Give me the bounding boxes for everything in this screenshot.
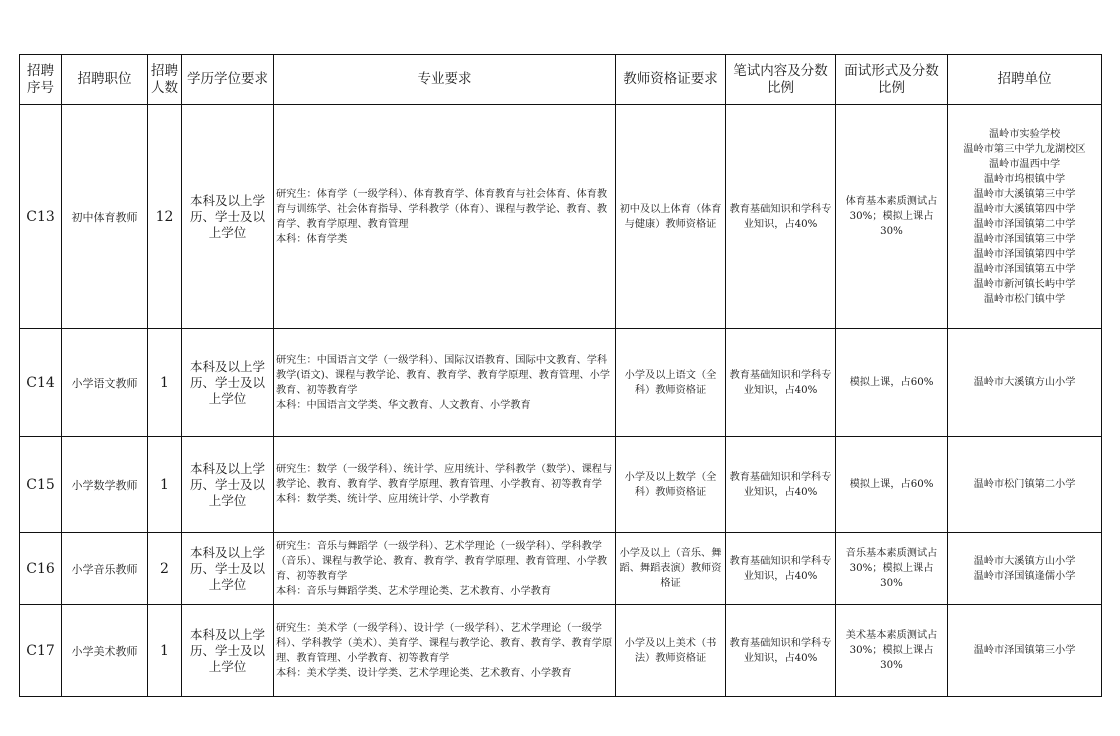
cell-written-exam: 教育基础知识和学科专业知识，占40% xyxy=(726,533,836,605)
unit-name: 温岭市泽国镇逢儒小学 xyxy=(973,570,1076,582)
major-line: 本科：美术学类、设计学类、艺术学理论类、艺术教育、小学教育 xyxy=(276,667,572,679)
major-line: 本科：体育学类 xyxy=(276,233,348,245)
unit-name: 温岭市大溪镇第四中学 xyxy=(973,203,1076,215)
table-header-row xyxy=(20,55,1102,105)
table-body xyxy=(20,105,1102,697)
header-interview: 面试形式及分数比例 xyxy=(836,55,948,105)
cell-interview: 体育基本素质测试占30%；模拟上课占30% xyxy=(836,105,948,329)
cell-education: 本科及以上学历、学士及以上学位 xyxy=(182,329,274,437)
unit-name: 温岭市大溪镇方山小学 xyxy=(973,377,1076,388)
header-major: 专业要求 xyxy=(274,55,616,105)
table-row xyxy=(20,533,1102,605)
cell-position: 小学美术教师 xyxy=(62,605,148,697)
unit-name: 温岭市大溪镇方山小学 xyxy=(973,555,1076,567)
cell-units xyxy=(948,329,1102,437)
cell-major xyxy=(274,605,616,697)
cell-units xyxy=(948,605,1102,697)
unit-name: 温岭市松门镇中学 xyxy=(983,293,1066,305)
cell-position: 小学数学教师 xyxy=(62,437,148,533)
unit-name: 温岭市松门镇第二小学 xyxy=(973,479,1076,490)
unit-name: 温岭市大溪镇第三中学 xyxy=(973,188,1076,200)
cell-count: 2 xyxy=(148,533,182,605)
table-row xyxy=(20,437,1102,533)
cell-certificate: 小学及以上（音乐、舞蹈、舞蹈表演）教师资格证 xyxy=(616,533,726,605)
unit-name: 温岭市温西中学 xyxy=(988,158,1061,170)
header-certificate: 教师资格证要求 xyxy=(616,55,726,105)
cell-interview: 美术基本素质测试占30%；模拟上课占30% xyxy=(836,605,948,697)
unit-name: 温岭市泽国镇第三小学 xyxy=(973,645,1076,656)
unit-name: 温岭市泽国镇第四中学 xyxy=(973,248,1076,260)
header-seq: 招聘序号 xyxy=(20,55,62,105)
cell-position: 初中体育教师 xyxy=(62,105,148,329)
cell-units xyxy=(948,533,1102,605)
major-line: 本科：中国语言文学类、华文教育、人文教育、小学教育 xyxy=(276,399,531,411)
cell-seq: C13 xyxy=(20,105,62,329)
major-line: 研究生：体育学（一级学科）、体育教育学、体育教育与社会体育、体育教育与训练学、社会体育指导、学科教学（体育）、课程与教学论、教育、教育学、教育学原理、教育管理 xyxy=(276,188,608,230)
cell-position: 小学音乐教师 xyxy=(62,533,148,605)
cell-major xyxy=(274,329,616,437)
table-row xyxy=(20,105,1102,329)
major-line: 研究生：中国语言文学（一级学科）、国际汉语教育、国际中文教育、学科教学(语文)、课程与教学论、教育、教育学、教育学原理、教育管理、小学教育、初等教育学 xyxy=(276,354,610,396)
unit-name: 温岭市实验学校 xyxy=(988,128,1061,140)
header-education: 学历学位要求 xyxy=(182,55,274,105)
major-line: 本科：音乐与舞蹈学类、艺术学理论类、艺术教育、小学教育 xyxy=(276,585,552,597)
cell-units xyxy=(948,437,1102,533)
cell-major xyxy=(274,533,616,605)
cell-interview: 模拟上课，占60% xyxy=(836,437,948,533)
unit-name: 温岭市坞根镇中学 xyxy=(983,173,1066,185)
cell-position: 小学语文教师 xyxy=(62,329,148,437)
cell-interview: 模拟上课，占60% xyxy=(836,329,948,437)
cell-certificate: 小学及以上数学（全科）教师资格证 xyxy=(616,437,726,533)
major-line: 研究生：数学（一级学科）、统计学、应用统计、学科教学（数学）、课程与教学论、教育、教育学、教育学原理、教育管理、小学教育、初等教育学 xyxy=(276,464,613,490)
cell-major xyxy=(274,437,616,533)
cell-certificate: 小学及以上美术（书法）教师资格证 xyxy=(616,605,726,697)
cell-education: 本科及以上学历、学士及以上学位 xyxy=(182,437,274,533)
cell-count: 1 xyxy=(148,605,182,697)
major-line: 本科：数学类、统计学、应用统计学、小学教育 xyxy=(276,494,490,505)
cell-written-exam: 教育基础知识和学科专业知识，占40% xyxy=(726,105,836,329)
cell-seq: C15 xyxy=(20,437,62,533)
header-count: 招聘人数 xyxy=(148,55,182,105)
cell-count: 12 xyxy=(148,105,182,329)
header-written-exam: 笔试内容及分数比例 xyxy=(726,55,836,105)
unit-name: 温岭市泽国镇第二中学 xyxy=(973,218,1076,230)
cell-education: 本科及以上学历、学士及以上学位 xyxy=(182,605,274,697)
header-units: 招聘单位 xyxy=(948,55,1102,105)
cell-certificate: 小学及以上语文（全科）教师资格证 xyxy=(616,329,726,437)
cell-seq: C16 xyxy=(20,533,62,605)
cell-certificate: 初中及以上体育（体育与健康）教师资格证 xyxy=(616,105,726,329)
cell-seq: C14 xyxy=(20,329,62,437)
cell-count: 1 xyxy=(148,437,182,533)
unit-name: 温岭市泽国镇第三中学 xyxy=(973,233,1076,245)
cell-seq: C17 xyxy=(20,605,62,697)
unit-name: 温岭市新河镇长屿中学 xyxy=(973,278,1076,290)
major-line: 研究生：音乐与舞蹈学（一级学科）、艺术学理论（一级学科）、学科教学（音乐）、课程与教学论、教育、教育学、教育学原理、教育管理、小学教育、初等教育学 xyxy=(276,540,608,582)
header-position: 招聘职位 xyxy=(62,55,148,105)
cell-interview: 音乐基本素质测试占30%；模拟上课占30% xyxy=(836,533,948,605)
unit-name: 温岭市第三中学九龙湖校区 xyxy=(963,143,1086,155)
cell-education: 本科及以上学历、学士及以上学位 xyxy=(182,533,274,605)
major-line: 研究生：美术学（一级学科）、设计学（一级学科）、艺术学理论（一级学科）、学科教学（美术）、美育学、课程与教学论、教育、教育学、教育学原理、教育管理、小学教育、初等教育学 xyxy=(276,622,613,664)
cell-written-exam: 教育基础知识和学科专业知识，占40% xyxy=(726,605,836,697)
cell-written-exam: 教育基础知识和学科专业知识，占40% xyxy=(726,329,836,437)
cell-count: 1 xyxy=(148,329,182,437)
table-row xyxy=(20,605,1102,697)
cell-education: 本科及以上学历、学士及以上学位 xyxy=(182,105,274,329)
recruitment-table xyxy=(19,54,1102,697)
cell-written-exam: 教育基础知识和学科专业知识，占40% xyxy=(726,437,836,533)
cell-major xyxy=(274,105,616,329)
unit-name: 温岭市泽国镇第五中学 xyxy=(973,263,1076,275)
table-row xyxy=(20,329,1102,437)
cell-units xyxy=(948,105,1102,329)
